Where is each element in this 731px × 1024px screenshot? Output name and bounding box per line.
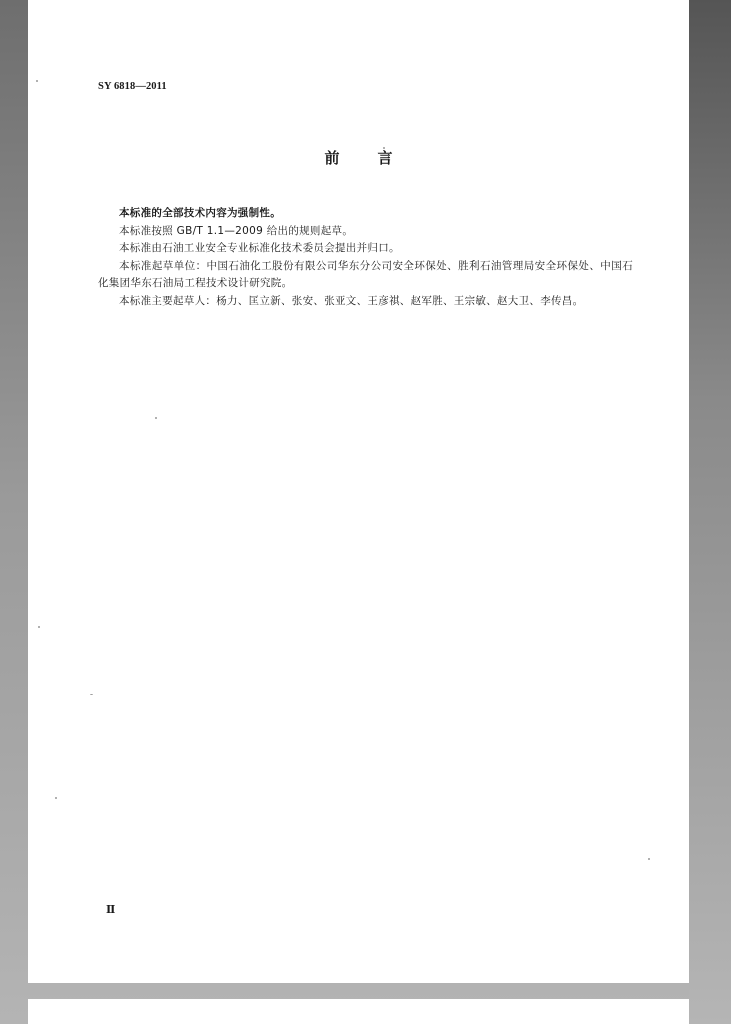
scan-speck	[38, 626, 40, 628]
scan-speck	[155, 417, 157, 419]
paragraph-drafters: 本标准主要起草人：杨力、匡立新、张安、张亚文、王彦祺、赵军胜、王宗敏、赵大卫、李传昌。	[119, 294, 584, 307]
document-page	[28, 0, 689, 983]
foreword-body	[98, 205, 633, 311]
title-char-1: 前	[324, 149, 340, 167]
scan-speck	[383, 147, 385, 149]
page-title	[28, 147, 689, 168]
next-page-edge	[28, 999, 689, 1024]
viewer-background-strip	[689, 0, 731, 1024]
paragraph-mandatory: 本标准的全部技术内容为强制性。	[119, 207, 281, 219]
paragraph-drafting-rules: 本标准按照 GB/T 1.1—2009 给出的规则起草。	[119, 224, 354, 237]
standard-code: SY 6818—2011	[98, 81, 167, 92]
page-number: Ⅱ	[106, 904, 116, 916]
paragraph-drafting-units: 本标准起草单位：中国石油化工股份有限公司华东分公司安全环保处、胜利石油管理局安全环保处、中国石化集团华东石油局工程技术设计研究院。	[98, 259, 633, 290]
paragraph-proposer: 本标准由石油工业安全专业标准化技术委员会提出并归口。	[119, 242, 400, 255]
scan-speck	[55, 797, 57, 799]
title-char-2: 言	[377, 149, 393, 167]
scan-speck	[36, 80, 38, 82]
scan-speck	[648, 858, 650, 860]
scan-speck	[90, 694, 93, 695]
